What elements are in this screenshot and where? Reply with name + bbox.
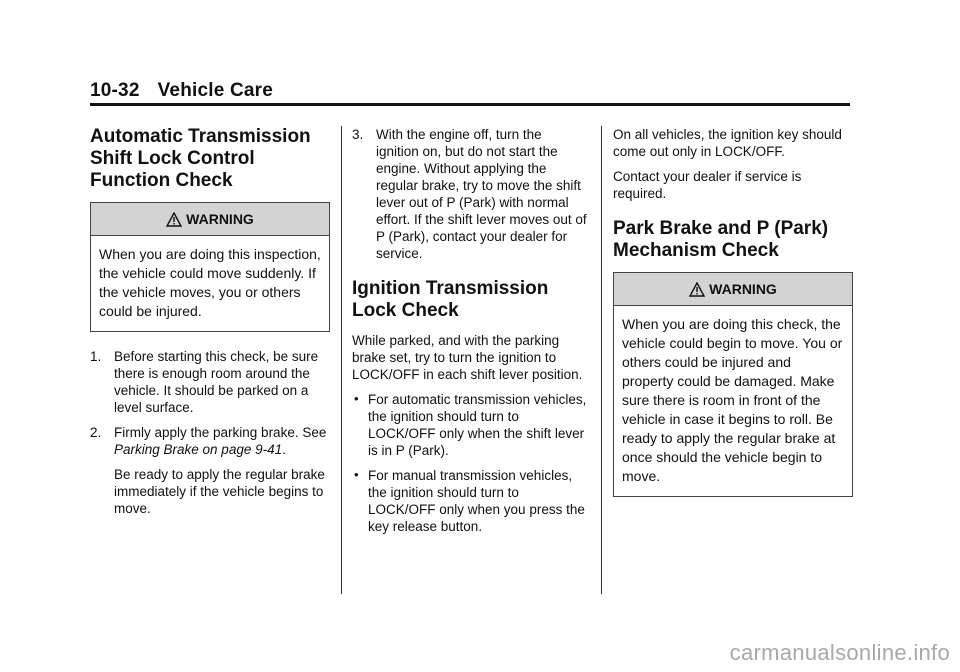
page-header <box>90 80 273 102</box>
step-1: 1. Before starting this check, be sure there is enough room around the vehicle. It should be parked on a level surface. <box>90 349 319 415</box>
column-1 <box>90 126 330 525</box>
heading-ignition-lock: Ignition Transmission Lock Check <box>352 278 549 321</box>
heading-park-brake: Park Brake and P (Park) Mechanism Check <box>613 218 829 261</box>
column-2 <box>352 126 588 543</box>
warning-icon <box>689 282 705 297</box>
header-rule <box>90 103 850 106</box>
warning-text: When you are doing this inspection, the vehicle could move suddenly. If the vehicle moves, you or others could be injured. <box>99 246 321 319</box>
list-item: • For automatic transmission vehicles, the ignition should turn to LOCK/OFF only when the shift lever is in P (Park). <box>354 391 587 458</box>
warning-header <box>614 273 852 306</box>
column-3 <box>613 126 853 513</box>
warning-label: WARNING <box>186 211 254 227</box>
bullet-icon: • <box>354 467 359 482</box>
list-item: • For manual transmission vehicles, the ignition should turn to LOCK/OFF only when you press the key release button. <box>354 467 585 534</box>
warning-box <box>613 272 853 497</box>
parking-brake-link[interactable]: Parking Brake on page 9-41 <box>114 442 283 457</box>
bullet-icon: • <box>354 391 359 406</box>
warning-icon <box>166 212 182 227</box>
step-3: 3. With the engine off, turn the ignition on, but do not start the engine. Without applying the regular brake, try to move the shift lever out of P (Park) with normal effort. If the shift lever moves out of P (Park), contact your dealer for service. <box>352 127 587 261</box>
heading-shift-lock: Automatic Transmission Shift Lock Control Function Check <box>90 126 311 191</box>
warning-header <box>91 203 329 236</box>
column-divider <box>341 126 342 594</box>
warning-text: When you are doing this check, the vehicle could begin to move. You or others could be injured and property could be damaged. Make sure there is room in front of the vehicle in case it begins to roll. Be ready to apply the regular brake at once should the vehicle begin to move. <box>622 316 843 484</box>
warning-box <box>90 202 330 332</box>
step-2-note: Be ready to apply the regular brake immediately if the vehicle begins to move. <box>114 467 325 516</box>
key-paragraph: On all vehicles, the ignition key should come out only in LOCK/OFF. <box>613 127 842 159</box>
step-2: 2. Firmly apply the parking brake. See Parking Brake on page 9-41. <box>90 425 327 457</box>
ignition-intro: While parked, and with the parking brake set, try to turn the ignition to LOCK/OFF in each shift lever position. <box>352 333 583 382</box>
dealer-paragraph: Contact your dealer if service is required. <box>613 169 802 201</box>
section-title: Vehicle Care <box>157 80 274 101</box>
page-number: 10-32 <box>90 80 140 101</box>
warning-label: WARNING <box>709 281 777 297</box>
column-divider <box>601 126 602 594</box>
watermark: carmanualsonline.info <box>729 640 950 665</box>
